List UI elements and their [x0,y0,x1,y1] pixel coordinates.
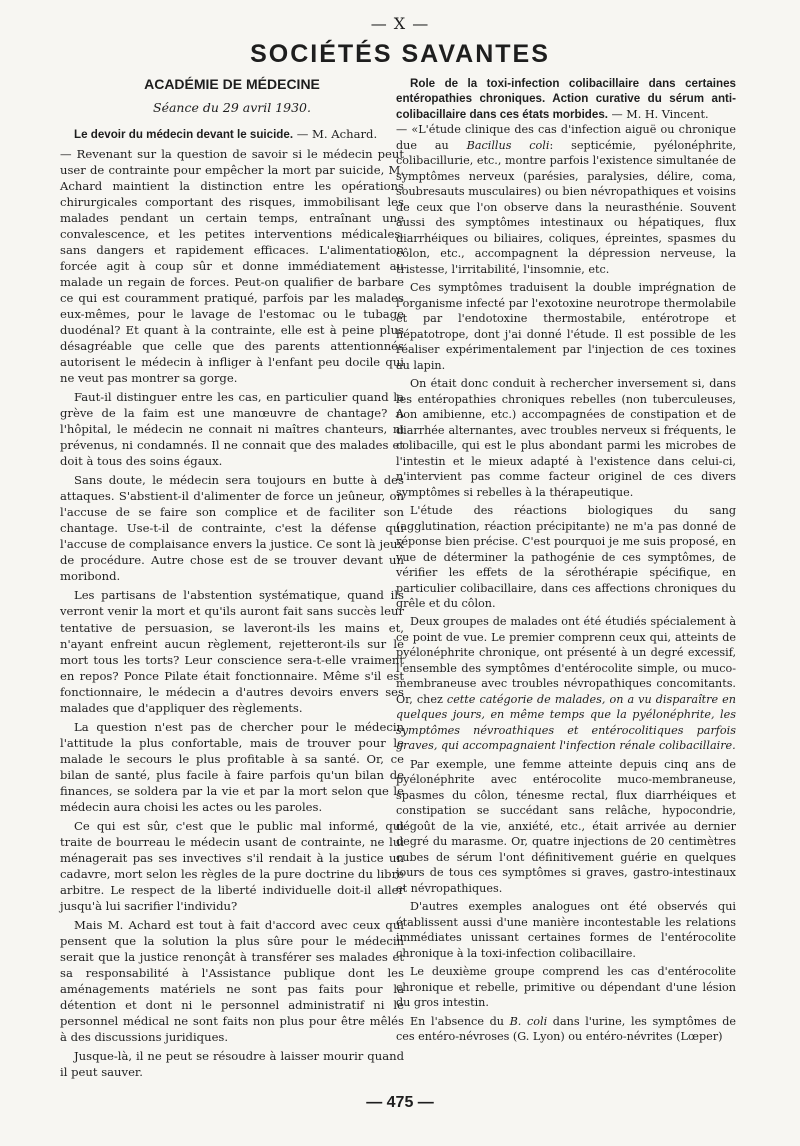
paragraph: Le deuxième groupe comprend les cas d'entérocolite chronique et rebelle, primitive ou dépendant d'une lésion du gros intestin. [396,965,736,1010]
page-number: — 475 — [366,1094,434,1111]
page-roman-numeral: — X — [370,14,430,33]
paragraph: D'autres exemples analogues ont été observés qui établissent aussi d'une manière incontestable les relations immédiates unissant certaines formes de l'entérocolite chronique à la toxi-infection colibacillaire. [396,900,736,960]
section-heading: ACADÉMIE DE MÉDECINE [144,76,320,92]
article-heading-left [60,126,404,143]
right-column [396,76,736,1048]
paragraph: L'étude des réactions biologiques du sang (agglutination, réaction précipitante) ne m'a pas donné de réponse bien précise. C'est pourquoi je me suis proposé, en vue de déterminer la pathogénie de ces symptômes, de vérifier les effets de la sérothérapie spécifique, en particulier colibacillaire, dans ces affections chroniques du grêle et du côlon. [396,504,736,610]
paragraph: Sans doute, le médecin sera toujours en butte à des attaques. S'abstient-il d'alimenter de force un jeûneur, on l'accuse de se faire son complice et de faciliter son chantage. Use-t-il de contrainte, c'est la défense qui l'accuse de complaisance envers la justice. Ce sont là jeux de procédure. Autre chose est de se trouver devant un moribond. [60,473,404,584]
paragraph: Les partisans de l'abstention systématique, quand ils verront venir la mort et qu'ils auront fait sans succès leur tentative de persuasion, se laveront-ils les mains et, n'ayant enfreint aucun règlement, rejetteront-ils sur le mort tous les torts? Leur conscience sera-t-elle vraiment en repos? Ponce Pilate était fonctionnaire. Même s'il est fonctionnaire, le médecin a d'autres devoirs envers ses malades que d'appliquer des règlements. [60,588,404,715]
paragraph [396,1014,736,1045]
article-author: — M. Achard. [293,127,378,142]
paragraph: Par exemple, une femme atteinte depuis cinq ans de pyélonéphrite avec entérocolite muco-membraneuse, spasmes du côlon, ténesme rectal, flux diarrhéiques et constipation se succédant sans relâche, hypocondrie, dégoût de la vie, anxiété, etc., était arrivée au dernier degré du marasme. Or, quatre injections de 20 centimètres cubes de sérum l'ont définitivement guérie en quelques jours de tous ces symptômes si graves, gastro-intestinaux et névropathiques. [396,757,736,895]
paragraph [396,614,736,753]
text-run: : septicémie, pyélonéphrite, colibacillurie, etc., montre parfois l'existence simultanée de symptômes nerveux (parésies, paralysies, délire, coma, soubresauts musculaires) ou bien névropathiques et voisins de ceux que l'on observe dans la neurasthénie. Souvent aussi des symptômes intestinaux ou hépatiques, flux diarrhéiques ou biliaires, coliques, épreintes, spasmes du côlon, etc., accompagnent la dépression nerveuse, la tristesse, l'irritabilité, l'insomnie, etc. [396,138,736,276]
article-heading-right [396,76,736,122]
germ-name: B. coli [509,1014,548,1028]
paragraph: — Revenant sur la question de savoir si le médecin peut user de contrainte pour empêcher la mort par suicide, M. Achard maintient la distinction entre les opérations chirurgicales comportant des risques, immobilisant les malades pendant un certain temps, entraînant une convalescence, et les petites interventions médicales, sans dangers et rapidement efficaces. L'alimentation forcée agit à coup sûr et donne immédiatement au malade un regain de forces. Peut-on qualifier de barbare ce qui est couramment pratiqué, parfois par les malades eux-mêmes, pour le lavage de l'estomac ou le tubage duodénal? Et quant à la contrainte, elle est à peine plus désagréable que celle que des parents attentionnés autorisent le médecin à infliger à l'enfant peu docile qui ne veut pas montrer sa gorge. [60,147,404,386]
paragraph [396,122,736,277]
paragraph: Mais M. Achard est tout à fait d'accord avec ceux qui pensent que la solution la plus sûre pour le médecin serait que la justice renonçât à transférer ses malades et sa responsabilité à l'Assistance publique dont les aménagements matériels ne sont pas faits pour la détention et dont ni le personnel administratif ni le personnel médical ne sont faits non plus pour être mêlés à des discussions juridiques. [60,917,404,1044]
paragraph: On était donc conduit à rechercher inversement si, dans les entéropathies chroniques rebelles (non tuberculeuses, non amibienne, etc.) accompagnées de constipation et de diarrhée alternantes, avec troubles nerveux si fréquents, le colibacille, qui est le plus abondant parmi les microbes de l'intestin et le mieux adapté à l'existence dans celui-ci, n'intervient pas comme facteur originel de ces divers symptômes si rebelles à la thérapeutique. [396,377,736,499]
text-run: — «L'étude clinique des cas d'infection aiguë ou chronique due au [396,123,736,152]
left-column [60,76,404,1083]
text-run: Deux groupes de malades ont été étudiés spécialement à ce point de vue. Le premier comprenn ceux qui, atteints de pyélonéphrite chronique, ont présenté à un degré excessif, l'ensemble des symptômes d'entérocolite simple, ou muco-membraneuse avec troubles névropathiques concomitants. Or, chez [396,615,736,706]
paragraph: Faut-il distinguer entre les cas, en particulier quand la grève de la faim est une manœuvre de chantage? A l'hôpital, le médecin ne connait ni maîtres chanteurs, ni prévenus, ni condamnés. Il ne connait que des malades et doit à tous des soins égaux. [60,390,404,469]
paragraph: Ce qui est sûr, c'est que le public mal informé, qui traite de bourreau le médecin usant de contrainte, ne lui ménagerait pas ses invectives s'il rendait à la justice un cadavre, mort selon les règles de la pure doctrine du libre arbitre. Le respect de la liberté individuelle doit-il aller jusqu'à lui sacrifier l'individu? [60,818,404,913]
paragraph: La question n'est pas de chercher pour le médecin l'attitude la plus confortable, mais de trouver pour le malade le secours le plus profitable à sa santé. Or, ce bilan de santé, plus facile à faire parfois qu'un bilan de finances, se soldera par la vie et par la mort selon que le médecin aura choisi les actes ou les paroles. [60,719,404,814]
paragraph: Jusque-là, il ne peut se résoudre à laisser mourir quand il peut sauver. [60,1048,404,1079]
germ-name: Bacillus coli [466,138,550,152]
page-title: SOCIÉTÉS SAVANTES [250,40,550,68]
article-title: Le devoir du médecin devant le suicide. [74,128,294,142]
session-date: Séance du 29 avril 1930. [153,100,311,116]
text-run: En l'absence du [410,1014,510,1028]
paragraph: Ces symptômes traduisent la double imprégnation de l'organisme infecté par l'exotoxine neurotrope thermolabile et par l'endotoxine thermostabile, entérotrope et hépatotrope, dont j'ai donné l'étude. Il est possible de les réaliser expérimentalement par l'injection de ces toxines au lapin. [396,281,736,372]
text-run: dans l'urine, les symptômes de ces entéro-névroses (G. Lyon) ou entéro-névrites (Lœper) [396,1014,737,1044]
article-title: Role de la toxi-infection colibacillaire dans certaines entéropathies chroniques. Action curative du sérum anti-colibacillaire dans ces états morbides. [396,77,736,121]
italic-run: cette catégorie de malades, on a vu disparaître en quelques jours, en même temps que la pyélonéphrite, les symptômes névroathiques et entérocolitiques parfois graves, qui accompagnaient l'infection rénale colibacillaire. [396,692,736,753]
article-author: — M. H. Vincent. [608,107,709,121]
